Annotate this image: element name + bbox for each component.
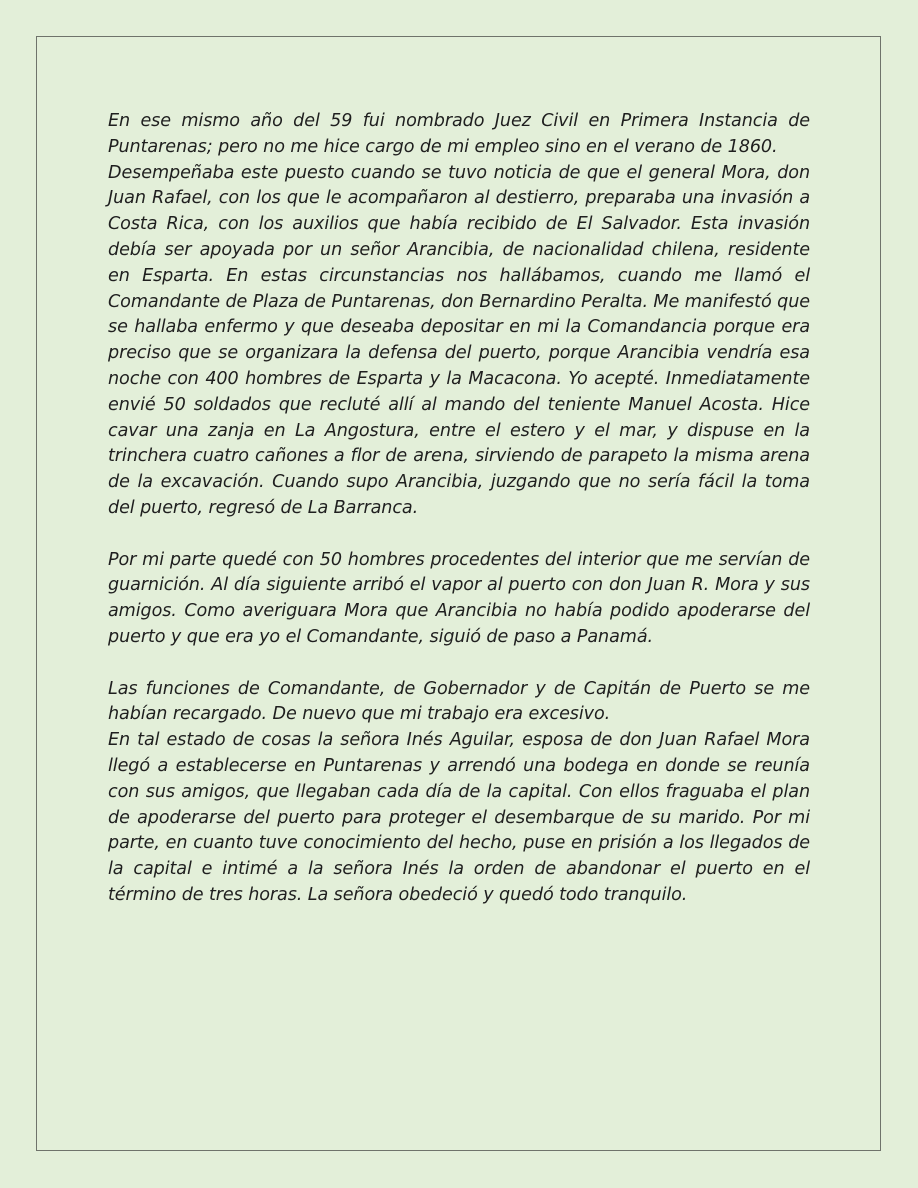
paragraph-3: Por mi parte quedé con 50 hombres procedentes del interior que me servían de guarnición. Al día siguiente arribó el vapor al puerto con don Juan R. Mora y sus amigos. Como averiguara Mora que Arancibia no había podido apoderarse del puerto y que era yo el Comandante, siguió de paso a Panamá. xyxy=(108,549,810,647)
paragraph-4: Las funciones de Comandante, de Gobernador y de Capitán de Puerto se me habían recargado. De nuevo que mi trabajo era excesivo. xyxy=(108,678,810,725)
paragraph-spacer xyxy=(108,651,810,677)
paragraph-1: En ese mismo año del 59 fui nombrado Juez Civil en Primera Instancia de Puntarenas; pero no me hice cargo de mi empleo sino en el verano de 1860. xyxy=(108,111,810,157)
paragraph-5: En tal estado de cosas la señora Inés Aguilar, esposa de don Juan Rafael Mora llegó a establecerse en Puntarenas y arrendó una bodega en donde se reunía con sus amigos, que llegaban cada día de la capital. Con ellos fraguaba el plan de apoderarse del puerto para proteger el desembarque de su marido. Por mi parte, en cuanto tuve conocimiento del hecho, puse en prisión a los llegados de la capital e intimé a la señora Inés la orden de abandonar el puerto en el término de tres horas. La señora obedeció y quedó todo tranquilo. xyxy=(108,730,810,905)
document-body xyxy=(108,109,810,909)
paragraph-2: Desempeñaba este puesto cuando se tuvo noticia de que el general Mora, don Juan Rafael, con los que le acompañaron al destierro, preparaba una invasión a Costa Rica, con los auxilios que había recibido de El Salvador. Esta invasión debía ser apoyada por un señor Arancibia, de nacionalidad chilena, residente en Esparta. En estas circunstancias nos hallábamos, cuando me llamó el Comandante de Plaza de Puntarenas, don Bernardino Peralta. Me manifestó que se hallaba enfermo y que deseaba depositar en mi la Comandancia porque era preciso que se organizara la defensa del puerto, porque Arancibia vendría esa noche con 400 hombres de Esparta y la Macacona. Yo acepté. Inmediatamente envié 50 soldados que recluté allí al mando del teniente Manuel Acosta. Hice cavar una zanja en La Angostura, entre el estero y el mar, y dispuse en la trinchera cuatro cañones a flor de arena, sirviendo de parapeto la misma arena de la excavación. Cuando supo Arancibia, juzgando que no sería fácil la toma del puerto, regresó de La Barranca. xyxy=(108,162,810,518)
paragraph-spacer xyxy=(108,522,810,548)
